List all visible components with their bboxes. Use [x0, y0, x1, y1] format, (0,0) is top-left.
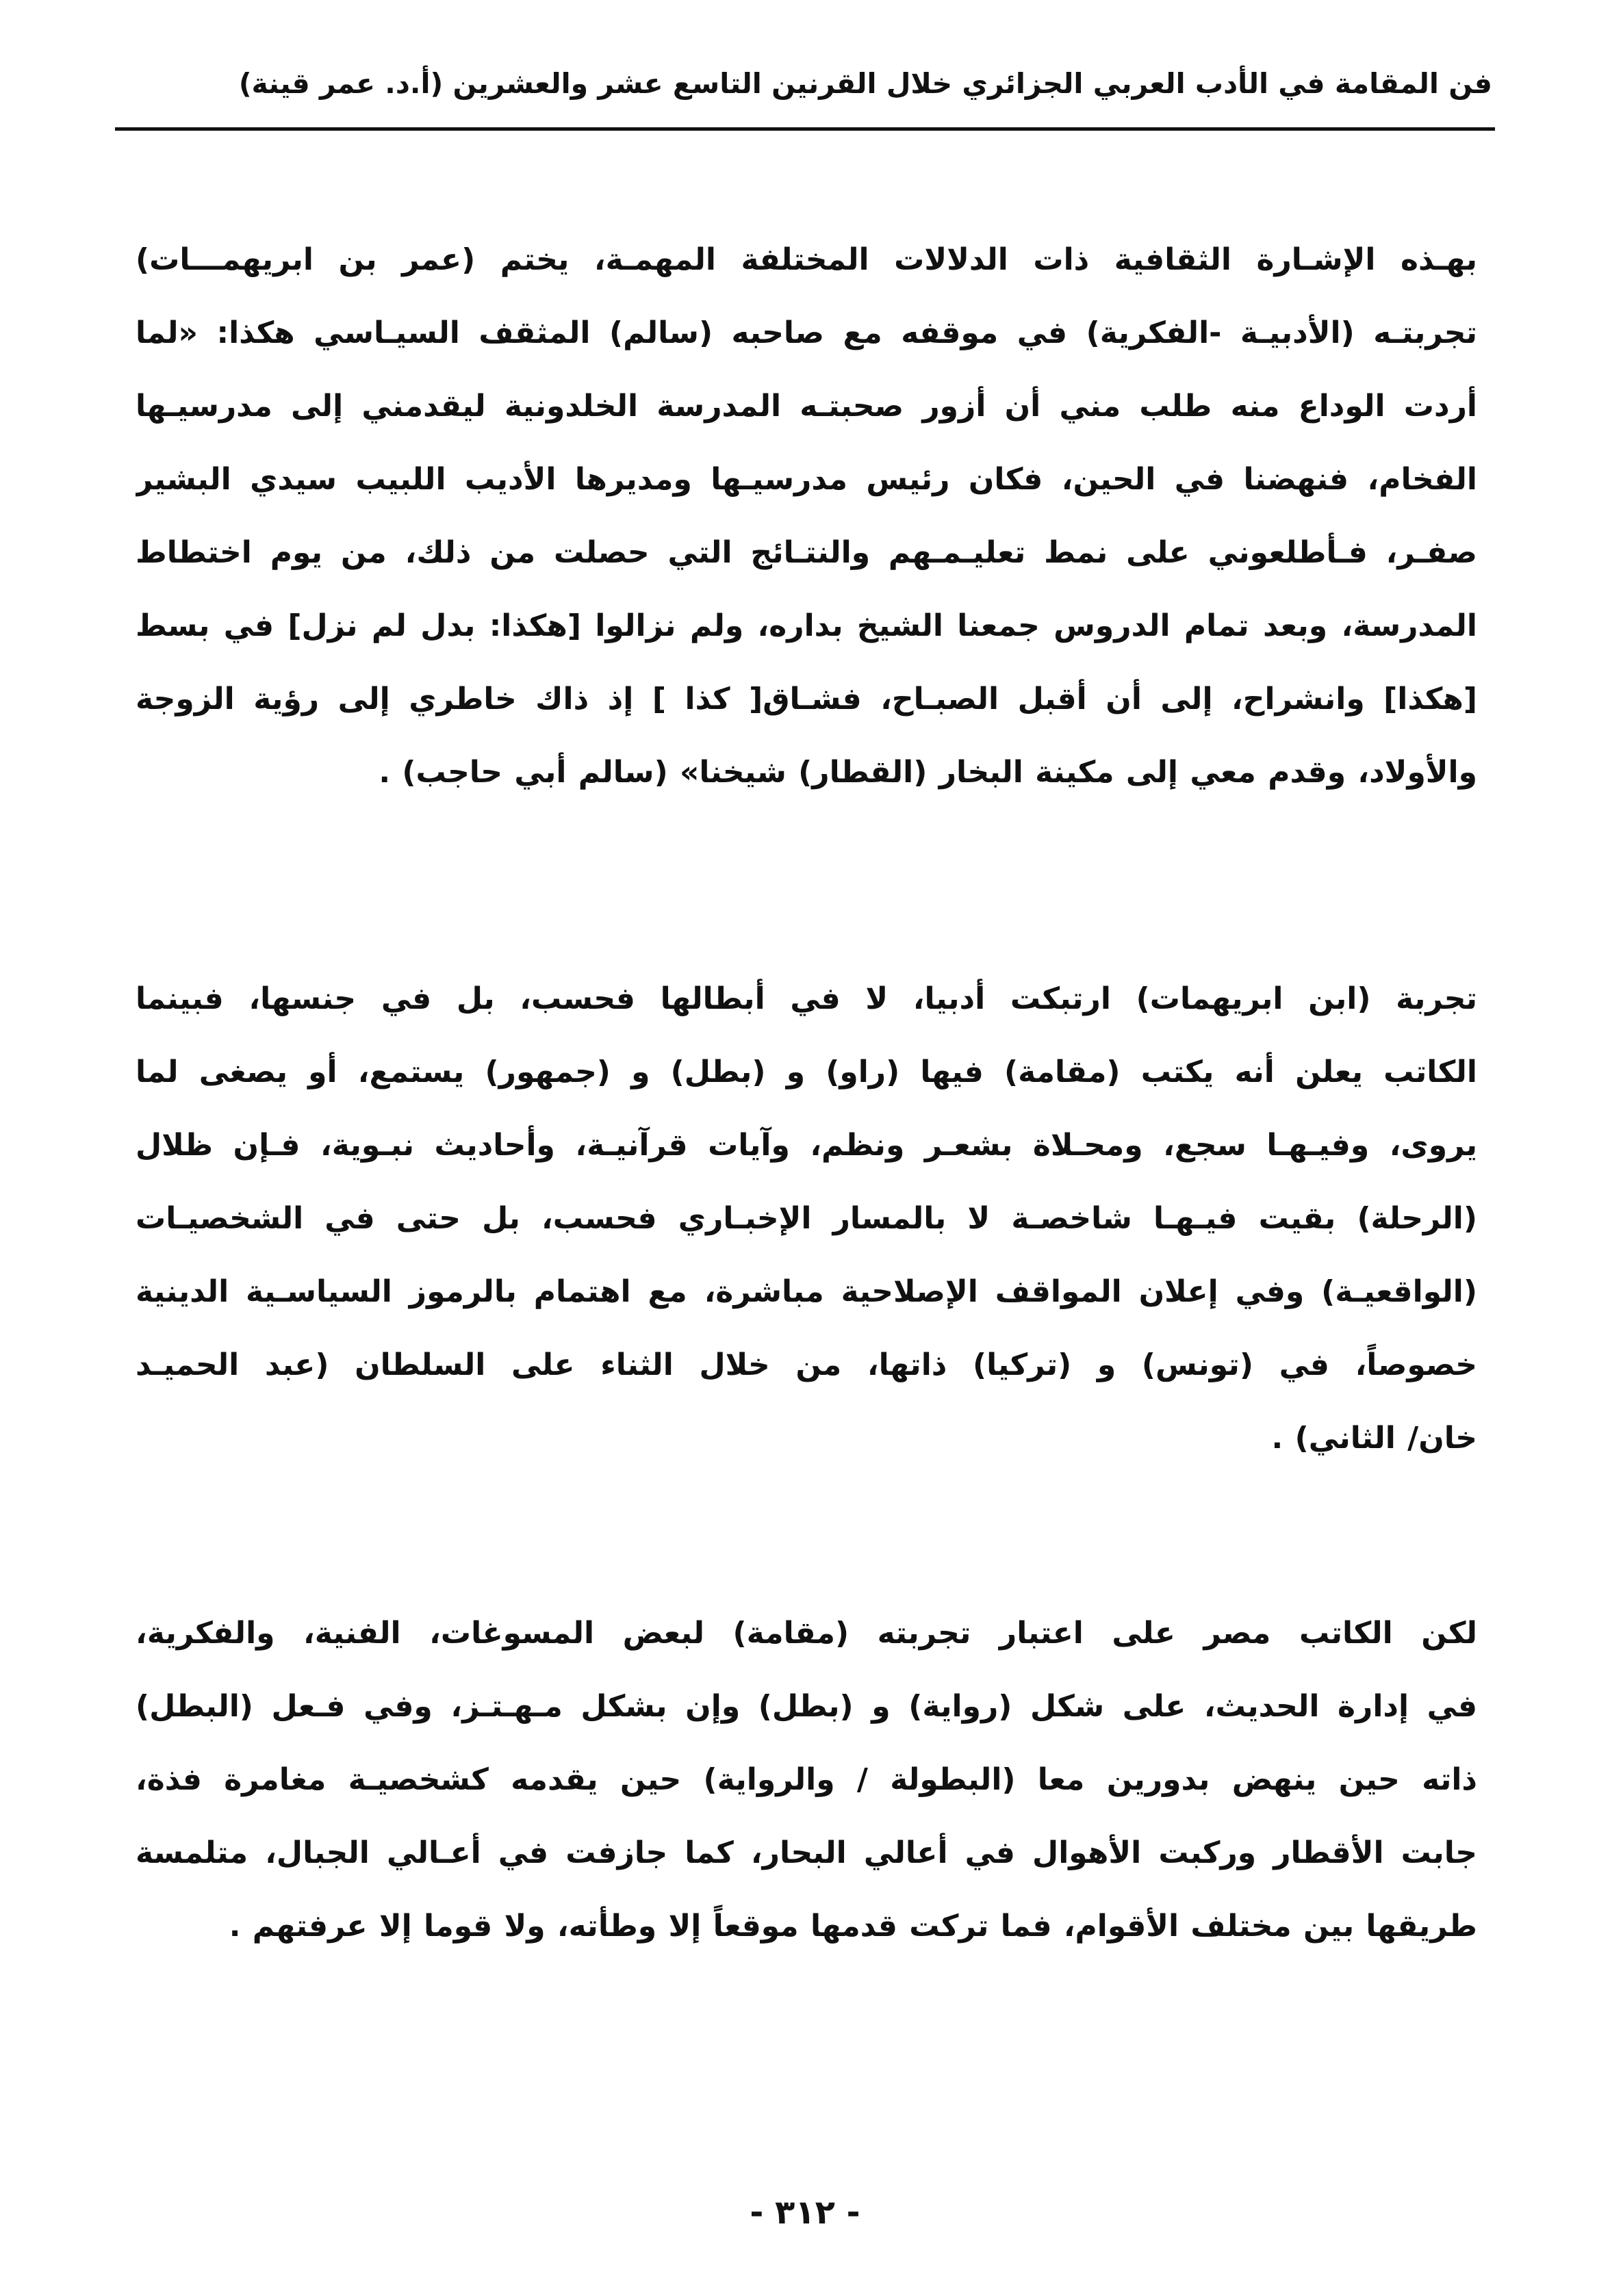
paragraph-line: طريقها بين مختلف الأقوام، فما تركت قدمها موقعاً إلا وطأته، ولا قوما إلا عرفتهم . [229, 1909, 1477, 1944]
paragraph-line: خان/ الثاني) . [1271, 1421, 1477, 1456]
paragraph-line: جابت الأقطار وركبت الأهوال في أعالي البحار، كما جازفت في أعـالي الجبال، متلمسة [136, 1835, 1477, 1870]
paragraph-line: تجربتـه (الأدبيـة -الفكرية) في موقفه مع صاحبه (سالم) المثقف السيـاسي هكذا: «لما [136, 315, 1477, 350]
paragraph-line: صفـر، فـأطلعوني على نمط تعليـمـهم والنتـائج التي حصلت من ذلك، من يوم اختطاط [136, 535, 1477, 570]
paragraph-line: (الرحلة) بقيت فيـهـا شاخصـة لا بالمسار الإخبـاري فحسب، بل حتى في الشخصيـات [136, 1201, 1477, 1236]
paragraph-line: خصوصاً، في (تونس) و (تركيا) ذاتها، من خلال الثناء على السلطان (عبد الحميـد [136, 1347, 1477, 1382]
page-number: - ٣١٢ - [750, 2193, 860, 2232]
paragraph-line: يروى، وفيـهـا سجع، ومحـلاة بشعـر ونظم، وآيات قرآنيـة، وأحاديث نبـوية، فـإن ظلال [136, 1128, 1477, 1163]
paragraph-line: في إدارة الحديث، على شكل (رواية) و (بطل) وإن بشكل مـهـتـز، وفي فـعل (البطل) [136, 1689, 1477, 1724]
paragraph-line: (الواقعيـة) وفي إعلان المواقف الإصلاحية مباشرة، مع اهتمام بالرموز السياسـية الدينية [136, 1274, 1477, 1309]
paragraph-line: تجربة (ابن ابريهمات) ارتبكت أدبيا، لا في أبطالها فحسب، بل في جنسها، فبينما [136, 981, 1477, 1016]
paragraph-line: والأولاد، وقدم معي إلى مكينة البخار (القطار) شيخنا» (سالم أبي حاجب) . [379, 755, 1477, 790]
paragraph-line: ذاته حين ينهض بدورين معا (البطولة / والرواية) حين يقدمه كشخصيـة مغامرة فذة، [136, 1762, 1477, 1797]
paragraph-line: أردت الوداع منه طلب مني أن أزور صحبتـه المدرسة الخلدونية ليقدمني إلى مدرسيـها [136, 389, 1477, 424]
paragraph-3 [136, 1597, 1477, 1963]
paragraph-line: [هكذا] وانشراح، إلى أن أقبل الصبـاح، فشـاق[ كذا ] إذ ذاك خاطري إلى رؤية الزوجة [136, 682, 1477, 717]
paragraph-1 [136, 223, 1477, 809]
header-rule [115, 127, 1495, 131]
paragraph-2 [136, 962, 1477, 1475]
paragraph-line: بهـذه الإشـارة الثقافية ذات الدلالات المختلفة المهمـة، يختم (عمر بن ابريهمـــات) [136, 242, 1477, 277]
paragraph-line: الكاتب يعلن أنه يكتب (مقامة) فيها (راو) و (بطل) و (جمهور) يستمع، أو يصغى لما [136, 1055, 1477, 1089]
paragraph-line: الفخام، فنهضنا في الحين، فكان رئيس مدرسيـها ومديرها الأديب اللبيب سيدي البشير [136, 462, 1477, 497]
paragraph-line: لكن الكاتب مصر على اعتبار تجربته (مقامة) لبعض المسوغات، الفنية، والفكرية، [136, 1616, 1477, 1651]
running-header: فن المقامة في الأدب العربي الجزائري خلال القرنين التاسع عشر والعشرين (أ.د. عمر قينة) [238, 67, 1492, 100]
paragraph-line: المدرسة، وبعد تمام الدروس جمعنا الشيخ بداره، ولم نزالوا [هكذا: بدل لم نزل] في بسط [136, 608, 1477, 643]
